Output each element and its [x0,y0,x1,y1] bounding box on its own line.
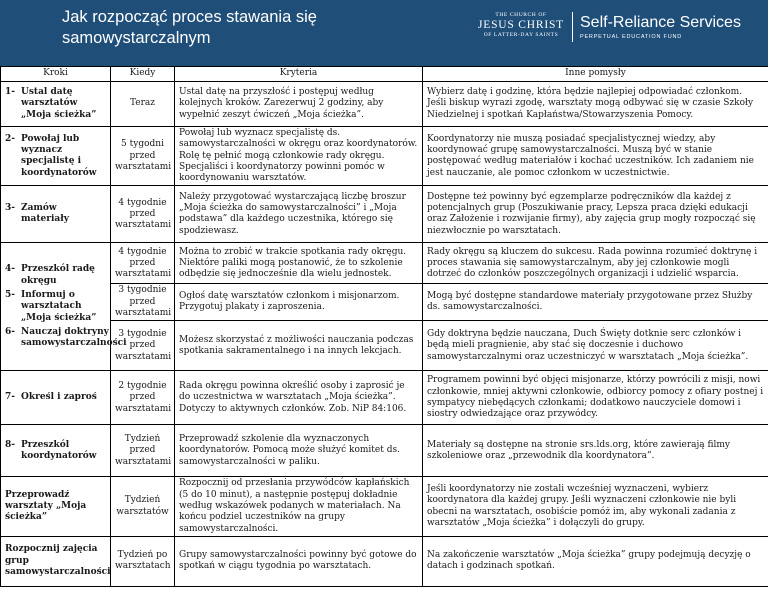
table-row [1,477,768,536]
srs-logo [580,14,741,40]
header-kroki: Kroki [1,67,111,82]
when-cell: 5 tygodni przed warsztatami [111,127,175,186]
step-label: Przeprowadź warsztaty „Moja ścieżka” [5,489,87,523]
when-cell: 2 tygodnie przed warsztatami [111,371,175,425]
table-row [1,284,768,321]
table-row [1,186,768,243]
criteria-cell: Ogłoś datę warsztatów członkom i misjonarzom. Przygotuj plakaty i zaproszenia. [175,284,423,321]
step-number: 6- [5,326,15,337]
ideas-cell: Jeśli koordynatorzy nie zostali wcześniej wyznaczeni, wybierz koordynatora dla każdej grupy. Jeśli wyznaczeni członkowie nie byli obecni na warsztatach, osobiście pomóż im, aby wykonali zadania z warsztatów „Moja ścieżka” i dołączyli do grupy. [423,477,768,536]
ideas-cell: Mogą być dostępne standardowe materiały przygotowane przez Służby ds. samowystarczalności. [423,284,768,321]
page-title-line-2: samowystarczalnym [62,29,211,47]
church-logo-bottom: OF LATTER-DAY SAINTS [483,32,559,38]
ideas-cell: Koordynatorzy nie muszą posiadać specjalistycznej wiedzy, aby koordynować grupę samowystarczalności. Muszą być w stanie postępować według materiałów i kochać uczestników. Ich zadaniem nie jest nauczanie, ale pomoc członkom w uczestnictwie. [423,127,768,186]
criteria-cell: Grupy samowystarczalności powinny być gotowe do spotkań w ciągu tygodnia po warsztatach. [175,536,423,586]
criteria-cell: Można to zrobić w trakcie spotkania rady okręgu. Niektóre paliki mogą postanowić, że to szkolenie odbędzie się jednocześnie dla wielu jednostek. [175,243,423,284]
table-row [1,536,768,586]
step-cell [1,82,111,127]
step-label: Informuj o warsztatach „Moja ścieżka” [21,289,97,323]
header-kiedy: Kiedy [111,67,175,82]
step-label: Określ i zaproś [21,392,97,403]
ideas-cell: Gdy doktryna będzie nauczana, Duch Święty dotknie serc członków i będą mieli pragnienie, aby stać się doczesnie i duchowo samowystarczalnymi oraz uczestniczyć w warsztatach „Moja ścieżka”. [423,321,768,371]
church-logo-main: JESUS CHRIST [478,18,564,31]
step-cell [1,186,111,243]
step-number: 5- [5,289,15,300]
step-label: Nauczaj doktryny samowystarczalności [21,326,127,349]
ideas-cell: Wybierz datę i godzinę, która będzie najlepiej odpowiadać członkom. Jeśli biskup wyrazi zgodę, warsztaty mogą odbywać się w czasie Szkoły Niedzielnej i spotkań Kapłaństwa/Stowarzyszenia Pomocy. [423,82,768,127]
ideas-cell: Rady okręgu są kluczem do sukcesu. Rada powinna rozumieć doktrynę i proces stawania się samowystarczalnym, aby jej członkowie mogli dotrzeć do członków poszczególnych organizacji i udzielić wsparcia. [423,243,768,284]
criteria-cell: Rada okręgu powinna określić osoby i zaprosić je do uczestnictwa w warsztatach „Moja ścieżka”. Dotyczy to aktywnych członków. Zob. NiP 84:106. [175,371,423,425]
when-cell: 3 tygodnie przed warsztatami [111,321,175,371]
when-cell: 4 tygodnie przed warsztatami [111,186,175,243]
step-cell [1,425,111,477]
table-row [1,425,768,477]
header-pomysly: Inne pomysły [423,67,768,82]
ideas-cell: Dostępne też powinny być egzemplarze podręczników dla każdej z potencjalnych grup (Poszukiwanie pracy, Lepsza praca dzięki edukacji oraz Założenie i rozwijanie firmy), aby zajęcia grup mogły rozpocząć się niezwłocznie po warsztatach. [423,186,768,243]
step-label: Ustal datę warsztatów „Moja ścieżka” [21,87,97,120]
step-label: Rozpocznij zajęcia grup samowystarczalności [5,544,111,577]
srs-logo-title: Self-Reliance Services [580,14,741,31]
step-cell [1,536,111,586]
church-logo [475,13,567,39]
header-kryteria: Kryteria [175,67,423,82]
criteria-cell: Ustal datę na przyszłość i postępuj według kolejnych kroków. Zarezerwuj 2 godziny, aby wypełnić zeszyt ćwiczeń „Moja ścieżka”. [175,82,423,127]
criteria-cell: Powołaj lub wyznacz specjalistę ds. samowystarczalności w okręgu oraz koordynatorów. Rolę tę pełnić mogą członkowie rady okręgu. Specjaliści i koordynatorzy powinni pomóc w koordynowaniu warsztatów. [175,127,423,186]
table-row [1,371,768,425]
step-number: 7- [5,392,15,403]
page-title-line-1: Jak rozpocząć proces stawania się [62,8,317,26]
srs-logo-tagline: PERPETUAL EDUCATION FUND [580,34,683,40]
steps-table [0,66,768,587]
when-cell: Tydzień po warsztatach [111,536,175,586]
criteria-cell: Przeprowadź szkolenie dla wyznaczonych koordynatorów. Pomocą może służyć komitet ds. samowystarczalności w paliku. [175,425,423,477]
table-header-row [1,67,768,82]
step-cell [1,477,111,536]
when-cell: Teraz [111,82,175,127]
step-number: 4- [5,264,15,275]
criteria-cell: Rozpocznij od przesłania przywódców kapłańskich (5 do 10 minut), a następnie postępuj dokładnie według wskazówek podanych w materiałach. Na końcu podziel uczestników na grupy samowystarczalności. [175,477,423,536]
table-row [1,127,768,186]
table-row [1,243,768,284]
step-cell [1,371,111,425]
step-label: Przeszkól radę okręgu [21,264,95,286]
ideas-cell: Programem powinni być objęci misjonarze, którzy powrócili z misji, nowi członkowie, mniej aktywni członkowie, odbiorcy pomocy z ofiary postnej i sympatycy niebędących członkami; dodatkowo nauczyciele domowi i siostry odwiedzające oraz przywódcy. [423,371,768,425]
logo-divider [572,12,573,42]
header-banner [0,0,768,66]
criteria-cell: Należy przygotować wystarczającą liczbę broszur „Moja ścieżka do samowystarczalności” i „Moja podstawa” dla każdego uczestnika, którego się spodziewasz. [175,186,423,243]
ideas-cell: Na zakończenie warsztatów „Moja ścieżka” grupy podejmują decyzję o datach i godzinach spotkań. [423,536,768,586]
table-row [1,82,768,127]
church-logo-top: THE CHURCH OF [495,12,547,18]
step-cell [1,127,111,186]
step-number: 1- [5,87,15,98]
page-title [62,7,522,49]
when-cell: 4 tygodnie przed warsztatami [111,243,175,284]
criteria-cell: Możesz skorzystać z możliwości nauczania podczas spotkania sakramentalnego i na innych lekcjach. [175,321,423,371]
ideas-cell: Materiały są dostępne na stronie srs.lds.org, które zawierają filmy szkoleniowe oraz „przewodnik dla koordynatora”. [423,425,768,477]
step-cell-merged [1,243,127,371]
when-cell: Tydzień przed warsztatami [111,425,175,477]
step-label: Zamów materiały [21,203,69,225]
when-cell: 3 tygodnie przed warsztatami [111,284,175,321]
step-number: 8- [5,439,15,450]
when-cell: Tydzień warsztatów [111,477,175,536]
step-number: 2- [5,133,15,144]
step-label: Powołaj lub wyznacz specjalistę i koordynatorów [21,133,97,178]
step-number: 3- [5,203,15,214]
step-label: Przeszkól koordynatorów [21,439,97,461]
